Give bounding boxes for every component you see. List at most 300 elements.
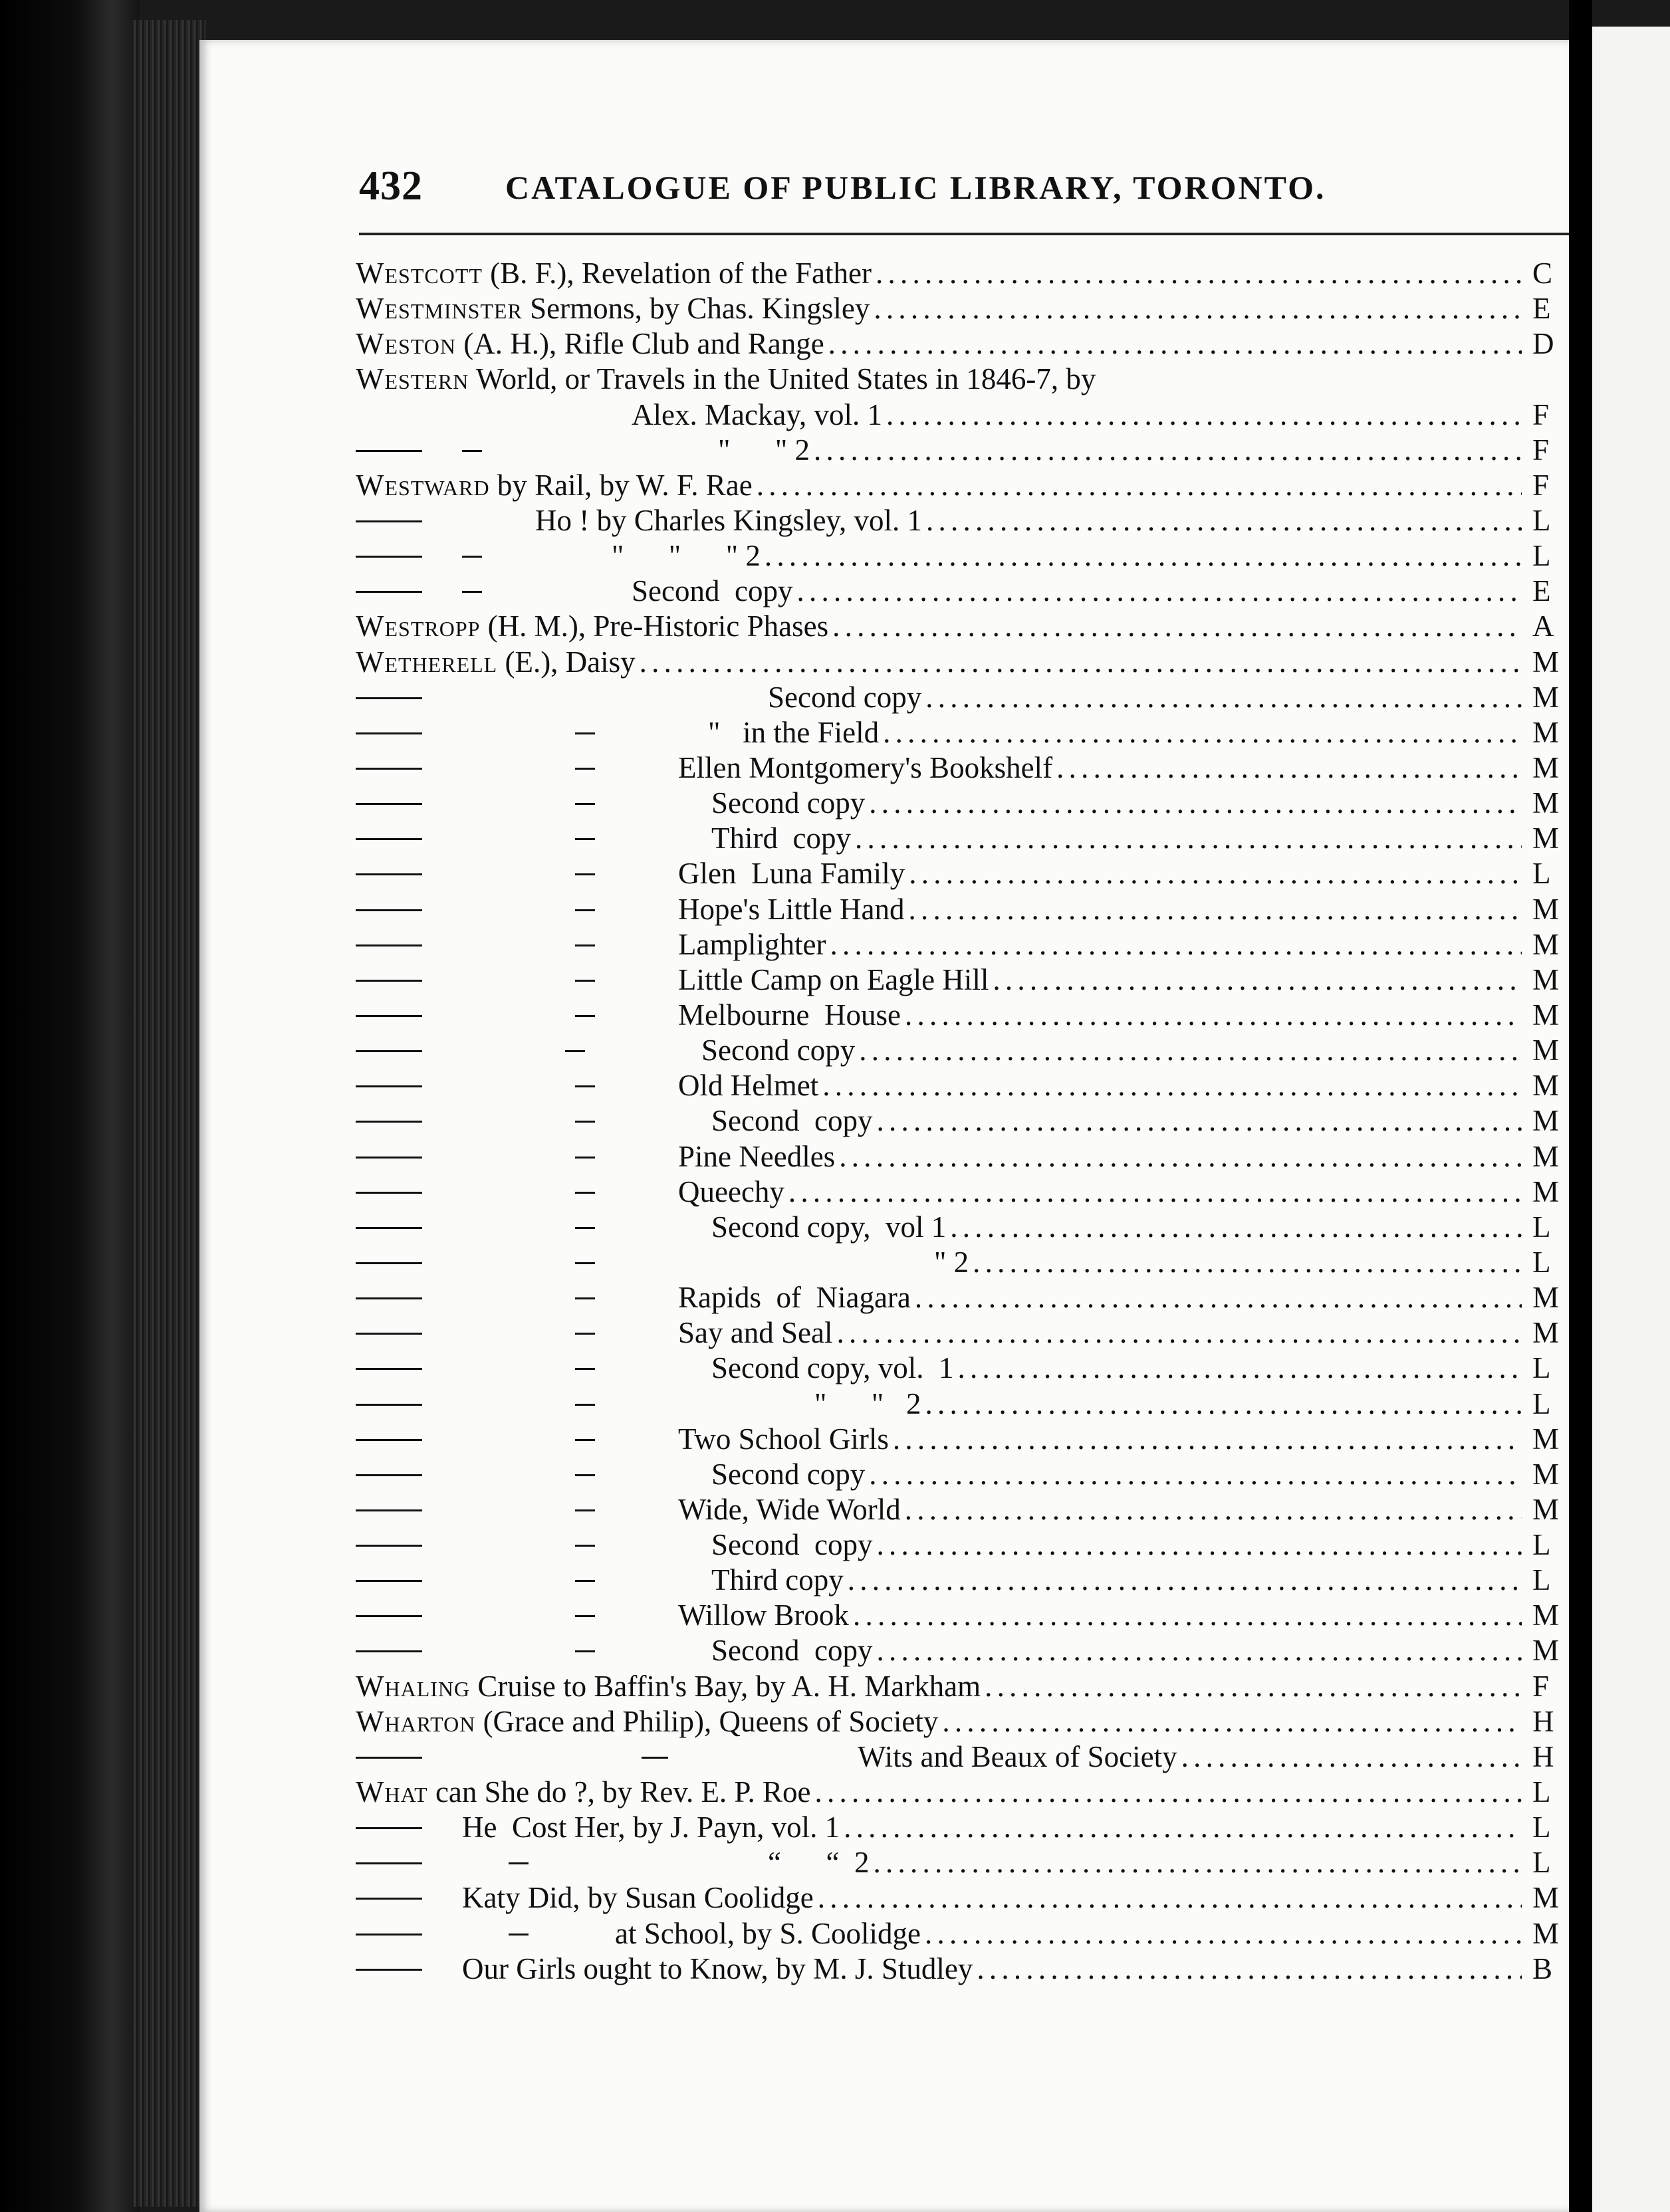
catalogue-entry	[356, 609, 1649, 644]
dot-leader	[886, 397, 1522, 433]
ditto-dash	[356, 1757, 422, 1759]
ditto-dash	[356, 591, 422, 593]
dot-leader	[818, 1880, 1522, 1916]
dot-leader	[876, 256, 1522, 291]
ditto-dash	[356, 1934, 422, 1936]
class-letter: L	[1532, 1386, 1551, 1420]
entry-title	[711, 1527, 1526, 1563]
ditto-dash	[575, 1085, 595, 1087]
dot-leader	[915, 1280, 1522, 1315]
entry-title	[678, 892, 1526, 927]
catalogue-entry	[356, 1845, 1649, 1880]
class-letter: M	[1532, 1034, 1560, 1067]
catalogue-entry	[356, 1174, 1649, 1210]
class-letter: H	[1532, 1739, 1554, 1773]
entry-text: Hope's Little Hand	[678, 892, 905, 926]
entry-text: World, or Travels in the United States in 1846-7, by	[469, 362, 1096, 396]
class-letter: M	[1532, 1916, 1560, 1950]
class-letter: E	[1532, 292, 1551, 326]
entry-text: (B. F.), Revelation of the Father	[482, 257, 872, 290]
book-edge-left	[0, 0, 140, 2212]
ditto-dash	[356, 1862, 422, 1864]
class-letter: F	[1532, 397, 1550, 431]
catalogue-entry	[356, 538, 1649, 574]
class-letter: L	[1532, 1775, 1551, 1809]
dot-leader	[640, 645, 1522, 680]
entry-text: by Rail, by W. F. Rae	[489, 468, 753, 502]
entry-title	[632, 397, 1526, 433]
dot-leader	[977, 1951, 1522, 1987]
entry-text: Cruise to Baffin's Bay, by A. H. Markham	[470, 1669, 981, 1703]
entry-title	[678, 1492, 1526, 1527]
entry-text: Second copy, vol. 1	[711, 1351, 954, 1385]
ditto-dash	[356, 520, 422, 522]
class-letter: M	[1532, 1599, 1560, 1632]
entry-title	[678, 1315, 1526, 1351]
entry-title	[708, 715, 1526, 750]
entry-heading-word: Westminster	[356, 292, 523, 326]
catalogue-page	[199, 40, 1569, 2212]
entry-title	[701, 1033, 1526, 1068]
ditto-dash	[509, 1862, 529, 1864]
book-gutter-right	[1569, 0, 1592, 2212]
catalogue-entry	[356, 998, 1649, 1033]
class-letter: L	[1532, 1210, 1551, 1244]
catalogue-entry	[356, 1033, 1649, 1068]
catalogue-entry	[356, 1457, 1649, 1492]
entry-title	[711, 1210, 1526, 1245]
ditto-dash	[356, 732, 422, 734]
catalogue-entry	[356, 1280, 1649, 1315]
entry-title	[632, 574, 1526, 609]
ditto-dash	[356, 1969, 422, 1971]
ditto-dash	[575, 1333, 595, 1335]
catalogue-entry	[356, 503, 1649, 538]
dot-leader	[876, 1633, 1522, 1668]
dot-leader	[788, 1174, 1522, 1210]
entry-title	[678, 856, 1526, 891]
catalogue-entry	[356, 397, 1649, 433]
entry-title	[678, 1280, 1526, 1315]
ditto-dash	[575, 944, 595, 946]
catalogue-entry	[356, 1880, 1649, 1916]
entry-title	[356, 256, 1526, 291]
entry-text: " " 2	[718, 433, 810, 467]
ditto-dash	[356, 1898, 422, 1900]
dot-leader	[757, 468, 1522, 503]
ditto-dash	[356, 838, 422, 840]
dot-leader	[909, 856, 1522, 891]
dot-leader	[909, 892, 1522, 927]
dot-leader	[876, 1527, 1522, 1563]
entry-title	[934, 1245, 1526, 1280]
entry-text: Ho ! by Charles Kingsley, vol. 1	[535, 503, 923, 537]
entry-title	[768, 680, 1526, 715]
ditto-dash	[575, 1368, 595, 1370]
ditto-dash	[575, 1192, 595, 1194]
catalogue-entry	[356, 433, 1649, 468]
entry-text: Rapids of Niagara	[678, 1281, 911, 1315]
catalogue-entry	[356, 645, 1649, 680]
ditto-dash	[356, 1650, 422, 1652]
entry-text: Little Camp on Eagle Hill	[678, 962, 989, 996]
entry-heading-word: Wharton	[356, 1704, 476, 1738]
entry-text: Second copy	[768, 680, 922, 714]
ditto-dash	[356, 1121, 422, 1123]
entry-title	[356, 291, 1526, 326]
entry-text: Alex. Mackay, vol. 1	[632, 397, 882, 431]
entry-text: Wide, Wide World	[678, 1492, 901, 1526]
dot-leader	[1181, 1739, 1522, 1775]
class-letter: M	[1532, 1881, 1560, 1915]
dot-leader	[832, 609, 1522, 644]
ditto-dash	[356, 1262, 422, 1264]
entry-title	[711, 1563, 1526, 1598]
entry-text: Sermons, by Chas. Kingsley	[522, 292, 870, 326]
entry-title	[356, 326, 1526, 362]
catalogue-entry	[356, 1739, 1649, 1775]
ditto-dash	[462, 450, 482, 452]
entry-title	[612, 538, 1526, 574]
class-letter: E	[1532, 574, 1551, 608]
entry-text: Glen Luna Family	[678, 857, 905, 891]
entry-text: Second copy	[632, 574, 793, 608]
ditto-dash	[575, 873, 595, 875]
entry-text: Ellen Montgomery's Bookshelf	[678, 750, 1053, 784]
ditto-dash	[356, 697, 422, 699]
entry-text: " in the Field	[708, 715, 880, 749]
catalogue-entry	[356, 1492, 1649, 1527]
ditto-dash	[356, 1192, 422, 1194]
ditto-dash	[356, 1368, 422, 1370]
entry-text: " " 2	[814, 1386, 921, 1420]
dot-leader	[859, 1033, 1522, 1068]
ditto-dash	[356, 1050, 422, 1052]
class-letter: M	[1532, 645, 1560, 679]
ditto-dash	[575, 980, 595, 982]
class-letter: M	[1532, 1634, 1560, 1668]
entry-title	[678, 927, 1526, 962]
catalogue-entry	[356, 680, 1649, 715]
facing-page-edge	[1592, 27, 1670, 2212]
entry-heading-word: Westcott	[356, 257, 483, 290]
ditto-dash	[356, 909, 422, 911]
ditto-dash	[575, 768, 595, 770]
dot-leader	[822, 1068, 1522, 1103]
dot-leader	[950, 1210, 1522, 1245]
ditto-dash	[356, 1297, 422, 1299]
dot-leader	[814, 433, 1522, 468]
entry-heading-word: Whaling	[356, 1669, 471, 1703]
dot-leader	[855, 821, 1522, 856]
catalogue-entry	[356, 1810, 1649, 1845]
ditto-dash	[575, 1509, 595, 1511]
class-letter: A	[1532, 609, 1554, 643]
class-letter: L	[1532, 1563, 1551, 1597]
dot-leader	[765, 538, 1522, 574]
dot-leader	[905, 998, 1522, 1033]
entry-title	[711, 1351, 1526, 1386]
ditto-dash	[356, 450, 422, 452]
dot-leader	[905, 1492, 1522, 1527]
entry-text: " 2	[934, 1245, 969, 1279]
ditto-dash	[462, 591, 482, 593]
class-letter: L	[1532, 1846, 1551, 1880]
class-letter: M	[1532, 822, 1560, 855]
dot-leader	[828, 326, 1522, 362]
class-letter: M	[1532, 1104, 1560, 1138]
catalogue-entry	[356, 1245, 1649, 1280]
dot-leader	[869, 1457, 1522, 1492]
entry-title	[678, 1174, 1526, 1210]
header-rule	[359, 233, 1635, 235]
dot-leader	[853, 1598, 1522, 1633]
ditto-dash	[356, 1333, 422, 1335]
entry-title	[462, 1880, 1526, 1916]
entry-heading-word: Weston	[356, 327, 457, 361]
catalogue-entry	[356, 1210, 1649, 1245]
entry-text: Second copy	[701, 1034, 856, 1067]
class-letter: L	[1532, 1351, 1551, 1385]
dot-leader	[869, 786, 1522, 821]
catalogue-entry	[356, 1527, 1649, 1563]
ditto-dash	[575, 1121, 595, 1123]
class-letter: L	[1532, 1528, 1551, 1562]
catalogue-entry	[356, 362, 1649, 397]
entry-text: Third copy	[711, 822, 851, 855]
class-letter: M	[1532, 786, 1560, 820]
entry-title	[678, 1068, 1526, 1103]
entry-text: Say and Seal	[678, 1316, 833, 1350]
ditto-dash	[356, 556, 422, 558]
entry-text: Second copy	[711, 786, 866, 820]
entry-title	[711, 821, 1526, 856]
class-letter: D	[1532, 327, 1554, 361]
class-letter: M	[1532, 1457, 1560, 1491]
entry-text: " " " 2	[612, 539, 761, 573]
ditto-dash	[356, 1580, 422, 1582]
dot-leader	[876, 1103, 1522, 1139]
class-letter: L	[1532, 1811, 1551, 1844]
entry-heading-word: Westropp	[356, 609, 481, 643]
dot-leader	[874, 291, 1522, 326]
dot-leader	[985, 1669, 1522, 1704]
catalogue-entry	[356, 892, 1649, 927]
entry-title	[356, 1669, 1526, 1704]
ditto-dash	[356, 873, 422, 875]
catalogue-entry	[356, 1633, 1649, 1668]
entry-title	[462, 1951, 1526, 1987]
ditto-dash	[575, 838, 595, 840]
entry-title	[678, 1139, 1526, 1174]
ditto-dash	[356, 1509, 422, 1511]
class-letter: M	[1532, 750, 1560, 784]
catalogue-entry	[356, 468, 1649, 503]
catalogue-entry	[356, 1563, 1649, 1598]
class-letter: L	[1532, 857, 1551, 891]
dot-leader	[796, 574, 1522, 609]
ditto-dash	[575, 1404, 595, 1406]
entry-heading-word: Wetherell	[356, 645, 498, 679]
ditto-dash	[575, 1545, 595, 1547]
ditto-dash	[575, 803, 595, 805]
entry-title	[711, 1457, 1526, 1492]
dot-leader	[883, 715, 1522, 750]
entry-title	[678, 750, 1526, 786]
entry-heading-word: What	[356, 1775, 428, 1809]
ditto-dash	[356, 980, 422, 982]
ditto-dash	[356, 1439, 422, 1441]
ditto-dash	[356, 1157, 422, 1159]
catalogue-entry	[356, 1598, 1649, 1633]
entry-title	[678, 1422, 1526, 1457]
ditto-dash	[356, 768, 422, 770]
class-letter: F	[1532, 468, 1550, 502]
entry-heading-word: Westward	[356, 468, 490, 502]
class-letter: M	[1532, 715, 1560, 749]
dot-leader	[893, 1422, 1522, 1457]
ditto-dash	[509, 1934, 529, 1936]
entry-text: Second copy, vol 1	[711, 1210, 947, 1244]
entry-text: (A. H.), Rifle Club and Range	[456, 327, 824, 361]
entry-text: can She do ?, by Rev. E. P. Roe	[427, 1775, 811, 1809]
entry-text: Second copy	[711, 1104, 873, 1138]
class-letter: L	[1532, 1245, 1551, 1279]
ditto-dash	[462, 556, 482, 558]
page-header	[359, 163, 1516, 216]
catalogue-entry	[356, 927, 1649, 962]
ditto-dash	[356, 1227, 422, 1229]
catalogue-entry	[356, 821, 1649, 856]
entry-text: (H. M.), Pre-Historic Phases	[480, 609, 829, 643]
dot-leader	[839, 1139, 1522, 1174]
ditto-dash	[356, 1615, 422, 1617]
catalogue-entries	[356, 256, 1649, 1987]
entry-text: “ “ 2	[768, 1846, 870, 1880]
class-letter: M	[1532, 1281, 1560, 1315]
catalogue-entry	[356, 574, 1649, 609]
entry-text: Our Girls ought to Know, by M. J. Studley	[462, 1951, 973, 1985]
class-letter: M	[1532, 1316, 1560, 1350]
entry-heading-word: Western	[356, 362, 469, 396]
page-stack-edge	[133, 20, 206, 2207]
catalogue-entry	[356, 326, 1649, 362]
catalogue-entry	[356, 256, 1649, 291]
ditto-dash	[356, 1404, 422, 1406]
ditto-dash	[575, 732, 595, 734]
dot-leader	[925, 680, 1522, 715]
entry-title	[356, 609, 1526, 644]
class-letter: B	[1532, 1951, 1553, 1985]
ditto-dash	[356, 1015, 422, 1017]
class-letter: M	[1532, 1492, 1560, 1526]
dot-leader	[1056, 750, 1522, 786]
entry-title	[678, 1598, 1526, 1633]
entry-title	[768, 1845, 1526, 1880]
class-letter: M	[1532, 1069, 1560, 1103]
ditto-dash	[642, 1757, 668, 1759]
entry-title	[356, 362, 1526, 397]
class-letter: H	[1532, 1704, 1554, 1738]
catalogue-entry	[356, 856, 1649, 891]
entry-text: Second copy	[711, 1634, 873, 1668]
catalogue-entry	[356, 1315, 1649, 1351]
catalogue-entry	[356, 750, 1649, 786]
ditto-dash	[356, 1827, 422, 1829]
dot-leader	[814, 1775, 1522, 1810]
class-letter: M	[1532, 1139, 1560, 1173]
entry-title	[462, 1810, 1526, 1845]
entry-title	[718, 433, 1526, 468]
entry-title	[858, 1739, 1526, 1775]
catalogue-entry	[356, 1068, 1649, 1103]
ditto-dash	[575, 1439, 595, 1441]
class-letter: M	[1532, 962, 1560, 996]
dot-leader	[973, 1245, 1522, 1280]
catalogue-entry	[356, 1386, 1649, 1422]
entry-title	[711, 786, 1526, 821]
entry-text: Second copy	[711, 1457, 866, 1491]
dot-leader	[926, 503, 1522, 538]
entry-title	[535, 503, 1526, 538]
entry-text: Queechy	[678, 1174, 784, 1208]
catalogue-entry	[356, 1422, 1649, 1457]
ditto-dash	[575, 1015, 595, 1017]
class-letter: M	[1532, 927, 1560, 961]
class-letter: M	[1532, 680, 1560, 714]
ditto-dash	[356, 944, 422, 946]
class-letter: M	[1532, 998, 1560, 1032]
catalogue-entry	[356, 786, 1649, 821]
entry-text: Katy Did, by Susan Coolidge	[462, 1881, 814, 1915]
ditto-dash	[575, 1227, 595, 1229]
class-letter: M	[1532, 1422, 1560, 1456]
entry-text: Pine Needles	[678, 1139, 836, 1173]
catalogue-entry	[356, 291, 1649, 326]
entry-title	[356, 1704, 1526, 1739]
ditto-dash	[575, 1580, 595, 1582]
entry-text: (Grace and Philip), Queens of Society	[475, 1704, 939, 1738]
class-letter: L	[1532, 539, 1551, 573]
entry-text: Third copy	[711, 1563, 844, 1597]
catalogue-entry	[356, 1916, 1649, 1951]
entry-title	[711, 1103, 1526, 1139]
entry-text: Melbourne House	[678, 998, 901, 1032]
catalogue-entry	[356, 1951, 1649, 1987]
ditto-dash	[356, 1474, 422, 1476]
entry-text: at School, by S. Coolidge	[615, 1916, 921, 1950]
ditto-dash	[575, 1262, 595, 1264]
ditto-dash	[356, 803, 422, 805]
catalogue-entry	[356, 962, 1649, 998]
dot-leader	[925, 1916, 1522, 1951]
entry-title	[678, 962, 1526, 998]
dot-leader	[844, 1810, 1522, 1845]
dot-leader	[942, 1704, 1522, 1739]
entry-text: (E.), Daisy	[497, 645, 636, 679]
entry-text: Two School Girls	[678, 1422, 889, 1456]
class-letter: C	[1532, 257, 1553, 290]
entry-text: Lamplighter	[678, 927, 826, 961]
dot-leader	[925, 1386, 1522, 1422]
entry-title	[356, 645, 1526, 680]
ditto-dash	[575, 1650, 595, 1652]
class-letter: M	[1532, 1174, 1560, 1208]
ditto-dash	[575, 909, 595, 911]
class-letter: M	[1532, 892, 1560, 926]
entry-title	[615, 1916, 1526, 1951]
entry-title	[814, 1386, 1526, 1422]
